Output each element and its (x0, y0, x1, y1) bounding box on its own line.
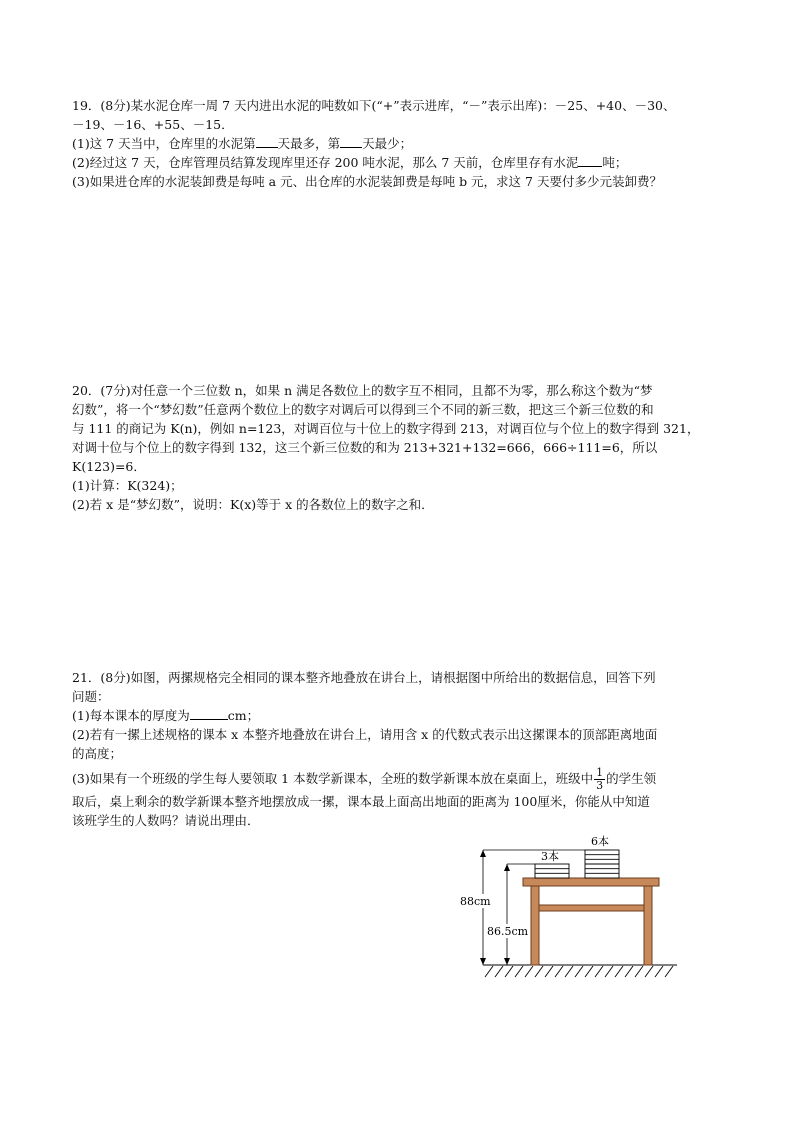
answer-blank[interactable] (578, 153, 602, 167)
q19-stem-cont (72, 115, 732, 134)
q21-part3-text-a: (3)如果有一个班级的学生每人要领取 1 本数学新课本，全班的数学新课本放在桌面上，班级中 (72, 771, 594, 786)
q21-part2-line2: 的高度； (72, 746, 123, 761)
q21-part1-text-a: (1)每本课本的厚度为 (72, 708, 190, 723)
desk-leg-right (644, 886, 652, 965)
q20-part1: (1)计算：K(324)； (72, 478, 183, 493)
desk-leg-left (531, 886, 539, 965)
q20-stem-line2: 幻数”，将一个“梦幻数”任意两个数位上的数字对调后可以得到三个不同的新三数，把这三个新三位数的和 (72, 402, 654, 417)
q19-stem-line1: 19．(8分)某水泥仓库一周 7 天内进出水泥的吨数如下(“+”表示进库，“－”表示出库)：－25、+40、－30、 (72, 98, 676, 113)
fraction-one-third (594, 767, 605, 792)
q19-part2-text-a: (2)经过这 7 天，仓库管理员结算发现库里还存 200 吨水泥，那么 7 天前，仓库里存有水泥 (72, 155, 579, 170)
arrowhead (504, 864, 510, 871)
q20-stem-line4: 对调十位与个位上的数字得到 132，这三个新三位数的和为 213+321+132=666，666÷111=6，所以 (72, 440, 658, 455)
arrowhead (480, 958, 486, 965)
q21-part3-text-b: 的学生领 (606, 771, 657, 786)
question-21 (72, 668, 732, 830)
book-stack-6 (585, 850, 619, 878)
arrowhead (480, 850, 486, 857)
label-88cm: 88cm (460, 895, 491, 908)
q21-stem-line2: 问题： (72, 689, 110, 704)
answer-blank[interactable] (256, 134, 278, 148)
q19-stem (72, 96, 732, 115)
q21-stem-line1: 21．(8分)如图，两摞规格完全相同的课本整齐地叠放在讲台上，请根据图中所给出的数据信息，回答下列 (72, 670, 656, 685)
fraction-denominator: 3 (596, 779, 604, 792)
question-20 (72, 381, 732, 514)
book-stack-3 (535, 864, 569, 878)
q19-part3-text: (3)如果进仓库的水泥装卸费是每吨 a 元、出仓库的水泥装卸费是每吨 b 元，求这 7 天要付多少元装卸费？ (72, 174, 662, 189)
fraction-numerator: 1 (596, 766, 604, 779)
q19-part1 (72, 134, 732, 153)
desk-top (523, 878, 659, 886)
label-3-books: 3本 (541, 850, 559, 863)
q21-part1 (72, 706, 732, 725)
answer-blank[interactable] (190, 706, 228, 720)
q21-part3-line1 (72, 767, 732, 792)
q21-part2-line1: (2)若有一摞上述规格的课本 x 本整齐地叠放在讲台上，请用含 x 的代数式表示出这摞课本的顶部距离地面 (72, 727, 658, 742)
question-19 (72, 96, 732, 191)
q19-part1-text-b: 天最多，第 (277, 136, 341, 151)
answer-blank[interactable] (340, 134, 362, 148)
q20-stem-line3: 与 111 的商记为 K(n)，例如 n=123，对调百位与十位上的数字得到 213，对调百位与个位上的数字得到 321， (72, 421, 700, 436)
q20-part2: (2)若 x 是“梦幻数”，说明：K(x)等于 x 的各数位上的数字之和． (72, 497, 434, 512)
q19-stem-line2: －19、－16、+55、－15． (72, 117, 234, 132)
q21-part1-text-b: cm； (227, 708, 260, 723)
label-86-5cm: 86.5cm (487, 925, 529, 938)
q20-stem-line1: 20．(7分)对任意一个三位数 n，如果 n 满足各数位上的数字互不相同，且都不为零，那么称这个数为“梦 (72, 383, 653, 398)
q20-stem-line5: K(123)=6． (72, 459, 146, 474)
desk-books-figure (455, 830, 680, 982)
q21-part3-line2: 取后，桌上剩余的数学新课本整齐地摆放成一摞，课本最上面高出地面的距离为 100厘米，你能从中知道 (72, 794, 650, 809)
q19-part1-text-a: (1)这 7 天当中，仓库里的水泥第 (72, 136, 256, 151)
q19-part1-text-c: 天最少； (362, 136, 413, 151)
q21-part3-line3: 该班学生的人数吗？请说出理由． (72, 813, 260, 828)
desk-crossbar (539, 905, 644, 911)
q19-part2-text-b: 吨； (602, 155, 628, 170)
arrowhead (504, 958, 510, 965)
q19-part2 (72, 153, 732, 172)
q19-part3 (72, 172, 732, 191)
ground-hatching (485, 966, 673, 977)
label-6-books: 6本 (591, 835, 609, 848)
